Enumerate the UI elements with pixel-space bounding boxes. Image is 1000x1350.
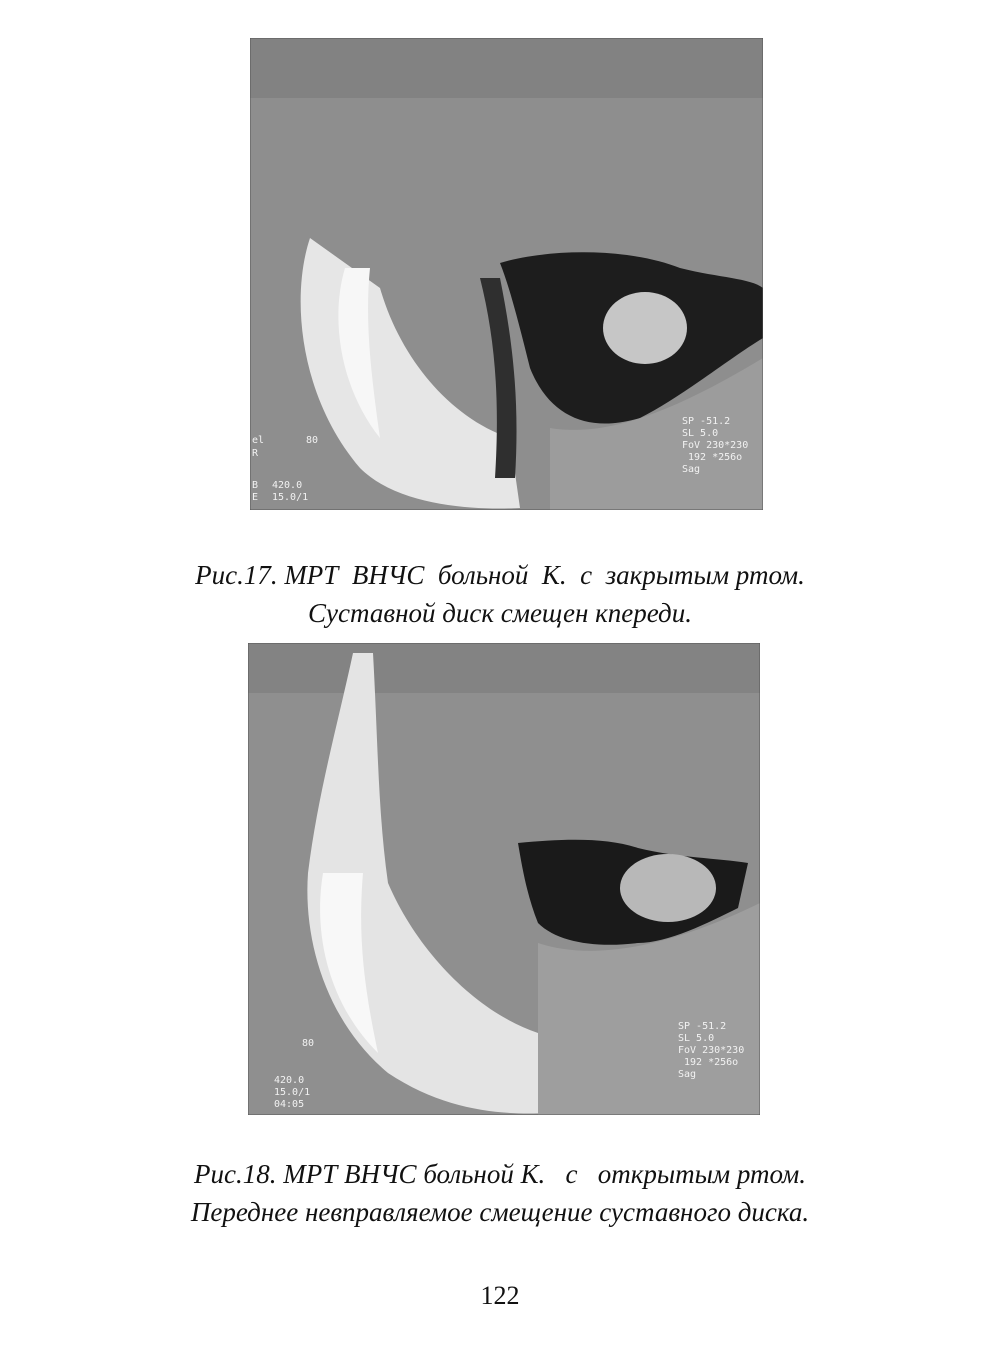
mri-image-open-mouth <box>248 643 760 1115</box>
caption-line: Суставной диск смещен кпереди. <box>308 598 692 628</box>
mri-scan-graphic <box>250 38 763 510</box>
overlay-value: 420.0 <box>272 480 303 491</box>
overlay-label: R <box>252 448 259 459</box>
overlay-param: SL 5.0 <box>682 428 719 439</box>
overlay-value: 15.0/1 <box>272 492 309 503</box>
mri-scan-graphic <box>248 643 760 1115</box>
caption-line: Рис.17. МРТ ВНЧС больной К. с закрытым ртом. <box>195 560 805 590</box>
overlay-param: 192 *256o <box>688 452 743 463</box>
overlay-label: E <box>252 492 259 503</box>
overlay-value: 420.0 <box>274 1075 305 1086</box>
overlay-param: SL 5.0 <box>678 1033 715 1044</box>
page-number: 122 <box>480 1281 520 1310</box>
overlay-label: B <box>252 480 259 491</box>
overlay-value: 15.0/1 <box>274 1087 311 1098</box>
overlay-param: SP -51.2 <box>678 1021 727 1032</box>
overlay-param: Sag <box>678 1069 697 1080</box>
overlay-param: FoV 230*230 <box>682 440 749 451</box>
overlay-param: SP -51.2 <box>682 416 731 427</box>
overlay-value: 04:05 <box>274 1099 305 1110</box>
caption-line: Рис.18. МРТ ВНЧС больной К. с открытым ртом. <box>193 1159 807 1189</box>
caption-line: Переднее невправляемое смещение суставного диска. <box>190 1197 810 1227</box>
overlay-value: 80 <box>302 1038 315 1049</box>
overlay-param: Sag <box>682 464 701 475</box>
overlay-param: FoV 230*230 <box>678 1045 745 1056</box>
overlay-label: el <box>252 435 265 446</box>
figure-caption <box>80 556 920 632</box>
overlay-value: 80 <box>306 435 319 446</box>
mri-image-closed-mouth <box>250 38 763 510</box>
figure-caption <box>80 1155 920 1231</box>
overlay-param: 192 *256o <box>684 1057 739 1068</box>
